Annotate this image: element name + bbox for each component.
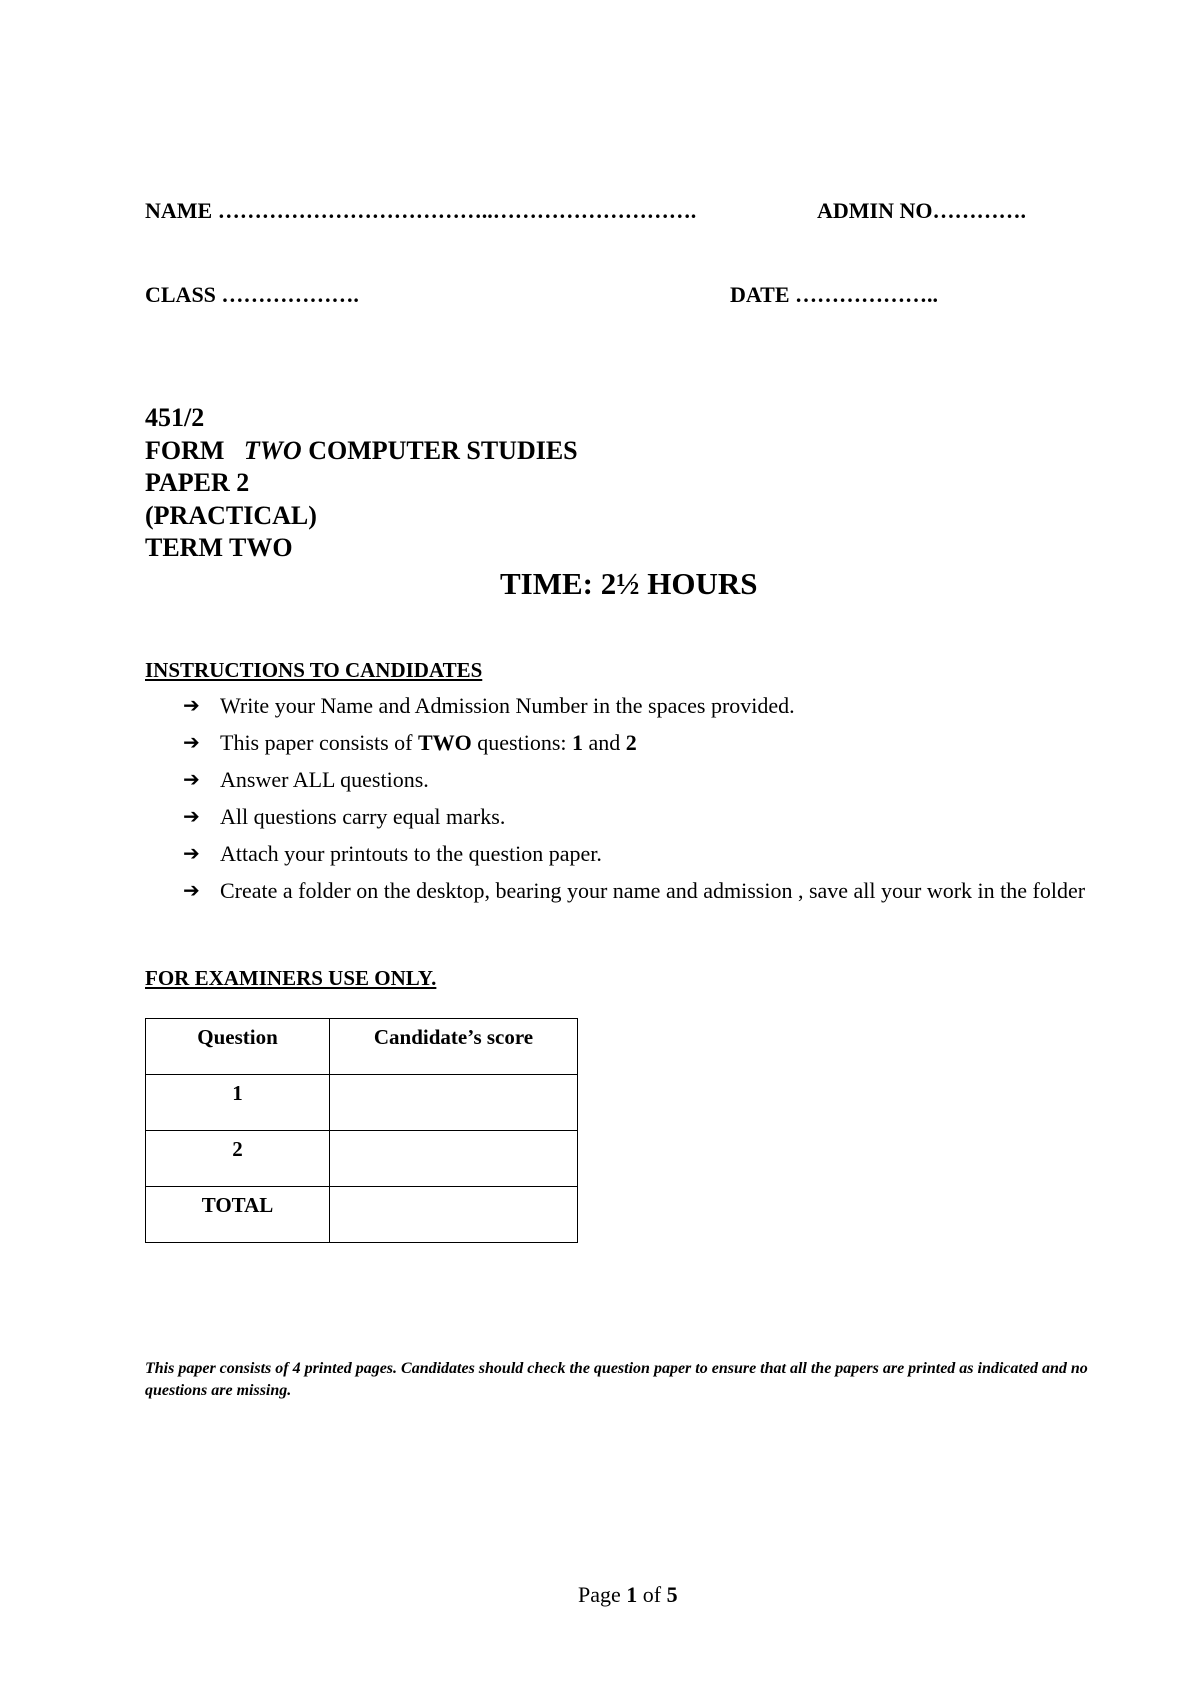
header-question: Question xyxy=(146,1019,330,1075)
admin-no-field-label: ADMIN NO…………. xyxy=(817,198,1026,223)
instruction-item: ➔ Attach your printouts to the question paper. xyxy=(183,841,602,866)
question-number: 1 xyxy=(146,1075,330,1131)
class-field-label: CLASS ………………. xyxy=(145,282,359,307)
arrow-icon: ➔ xyxy=(183,693,200,717)
instruction-item: ➔ All questions carry equal marks. xyxy=(183,804,506,829)
score-cell xyxy=(330,1131,578,1187)
table-row xyxy=(146,1131,578,1187)
total-label: TOTAL xyxy=(146,1187,330,1243)
paper-type: (PRACTICAL) xyxy=(145,500,317,530)
form-prefix: FORM xyxy=(145,435,225,465)
instruction-item: ➔ Write your Name and Admission Number in the spaces provided. xyxy=(183,693,795,718)
score-cell xyxy=(330,1187,578,1243)
paper-code: 451/2 xyxy=(145,403,205,432)
arrow-icon: ➔ xyxy=(183,878,200,902)
instruction-item: ➔ Create a folder on the desktop, bearing your name and admission , save all your work in the folder xyxy=(183,878,1086,903)
table-header-row xyxy=(146,1019,578,1075)
arrow-icon: ➔ xyxy=(183,730,200,754)
paper-number: PAPER 2 xyxy=(145,468,250,497)
table-row xyxy=(146,1075,578,1131)
instructions-heading: INSTRUCTIONS TO CANDIDATES xyxy=(145,658,483,682)
paper-term: TERM TWO xyxy=(145,533,293,562)
instruction-item: ➔ Answer ALL questions. xyxy=(183,767,429,792)
instruction-item: ➔ This paper consists of TWO questions: 1 and 2 xyxy=(183,730,637,755)
arrow-icon: ➔ xyxy=(183,804,200,828)
score-cell xyxy=(330,1075,578,1131)
footnote: This paper consists of 4 printed pages. Candidates should check the question paper to ensure that all the papers are printed as indicated and no questions are missing. xyxy=(145,1360,1088,1399)
instructions-list xyxy=(183,692,1123,914)
form-word: TWO xyxy=(243,435,302,465)
header-candidate-score: Candidate’s score xyxy=(330,1019,578,1075)
subject-name: COMPUTER STUDIES xyxy=(308,435,578,465)
arrow-icon: ➔ xyxy=(183,841,200,865)
page-number: Page 1 of 5 xyxy=(578,1582,678,1607)
paper-title-block xyxy=(145,402,578,565)
date-field-label: DATE ……………….. xyxy=(730,282,938,307)
arrow-icon: ➔ xyxy=(183,767,200,791)
paper-subject xyxy=(145,435,578,468)
table-row xyxy=(146,1187,578,1243)
examiners-heading: FOR EXAMINERS USE ONLY. xyxy=(145,966,437,990)
score-table xyxy=(145,1018,578,1243)
name-field-label: NAME ………………………………..………………………. xyxy=(145,198,697,223)
time-allowed: TIME: 2½ HOURS xyxy=(500,566,758,601)
question-number: 2 xyxy=(146,1131,330,1187)
